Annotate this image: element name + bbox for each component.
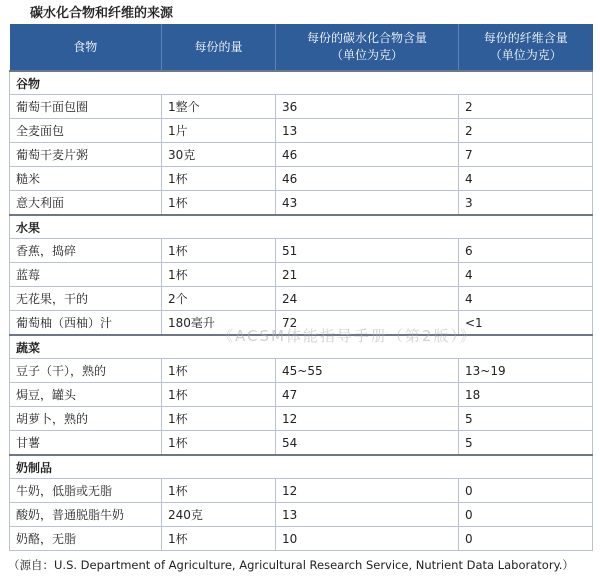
cell-serving: 180毫升 — [162, 311, 276, 336]
cell-serving: 1杯 — [162, 527, 276, 551]
cell-food: 葡萄柚（西柚）汁 — [10, 311, 162, 336]
cell-carbs: 43 — [276, 191, 459, 216]
table-row — [10, 359, 593, 383]
table-row — [10, 311, 593, 336]
cell-food: 焗豆，罐头 — [10, 383, 162, 407]
cell-fiber: 0 — [459, 527, 593, 551]
cell-serving: 1杯 — [162, 263, 276, 287]
cell-serving: 1杯 — [162, 431, 276, 456]
table-row — [10, 383, 593, 407]
cell-serving: 1杯 — [162, 191, 276, 216]
table-row — [10, 191, 593, 216]
cell-serving: 1片 — [162, 119, 276, 143]
cell-serving: 1杯 — [162, 407, 276, 431]
cell-food: 葡萄干面包圈 — [10, 95, 162, 119]
nutrition-table — [9, 24, 593, 551]
cell-food: 奶酪，无脂 — [10, 527, 162, 551]
cell-fiber: <1 — [459, 311, 593, 336]
table-row — [10, 239, 593, 263]
cell-serving: 1杯 — [162, 167, 276, 191]
cell-serving: 2个 — [162, 287, 276, 311]
cell-serving: 1杯 — [162, 359, 276, 383]
section-row — [10, 455, 593, 479]
header-fiber-line2: （单位为克） — [489, 48, 562, 62]
cell-fiber: 5 — [459, 431, 593, 456]
section-title: 谷物 — [10, 71, 593, 95]
table-row — [10, 407, 593, 431]
cell-fiber: 4 — [459, 263, 593, 287]
cell-fiber: 13~19 — [459, 359, 593, 383]
table-row — [10, 263, 593, 287]
cell-serving: 1杯 — [162, 479, 276, 503]
section-row — [10, 215, 593, 239]
cell-food: 胡萝卜，熟的 — [10, 407, 162, 431]
cell-food: 酸奶，普通脱脂牛奶 — [10, 503, 162, 527]
cell-carbs: 51 — [276, 239, 459, 263]
table-row — [10, 119, 593, 143]
cell-food: 豆子（干），熟的 — [10, 359, 162, 383]
cell-fiber: 4 — [459, 287, 593, 311]
page-title: 碳水化合物和纤维的来源 — [30, 6, 174, 21]
cell-carbs: 13 — [276, 119, 459, 143]
cell-carbs: 21 — [276, 263, 459, 287]
cell-carbs: 24 — [276, 287, 459, 311]
table-row — [10, 95, 593, 119]
section-row — [10, 71, 593, 95]
cell-fiber: 3 — [459, 191, 593, 216]
cell-food: 牛奶，低脂或无脂 — [10, 479, 162, 503]
cell-serving: 1杯 — [162, 239, 276, 263]
cell-carbs: 45~55 — [276, 359, 459, 383]
cell-fiber: 5 — [459, 407, 593, 431]
cell-serving: 1杯 — [162, 383, 276, 407]
cell-food: 香蕉，捣碎 — [10, 239, 162, 263]
table-row — [10, 503, 593, 527]
header-carbs — [276, 24, 459, 71]
cell-food: 全麦面包 — [10, 119, 162, 143]
watermark: 《ACSM体能指导手册（第2版）》 — [218, 327, 477, 345]
source-note: （源自：U.S. Department of Agriculture, Agricultural Research Service, Nutrient Data Laboratory.） — [8, 558, 574, 572]
cell-food: 意大利面 — [10, 191, 162, 216]
header-fiber-line1: 每份的纤维含量 — [483, 31, 568, 45]
header-serving: 每份的量 — [162, 24, 276, 71]
cell-fiber: 2 — [459, 119, 593, 143]
header-carbs-line2: （单位为克） — [330, 48, 403, 62]
cell-serving: 1整个 — [162, 95, 276, 119]
cell-fiber: 0 — [459, 503, 593, 527]
table-row — [10, 143, 593, 167]
cell-food: 无花果，干的 — [10, 287, 162, 311]
cell-carbs: 36 — [276, 95, 459, 119]
table-row — [10, 431, 593, 456]
table-row — [10, 527, 593, 551]
cell-serving: 240克 — [162, 503, 276, 527]
cell-fiber: 2 — [459, 95, 593, 119]
cell-carbs: 54 — [276, 431, 459, 456]
cell-carbs: 10 — [276, 527, 459, 551]
header-food: 食物 — [10, 24, 162, 71]
cell-food: 葡萄干麦片粥 — [10, 143, 162, 167]
cell-food: 糙米 — [10, 167, 162, 191]
cell-carbs: 12 — [276, 407, 459, 431]
cell-fiber: 4 — [459, 167, 593, 191]
cell-fiber: 0 — [459, 479, 593, 503]
cell-food: 甘薯 — [10, 431, 162, 456]
header-carbs-line1: 每份的碳水化合物含量 — [306, 31, 427, 45]
cell-fiber: 7 — [459, 143, 593, 167]
cell-carbs: 72 — [276, 311, 459, 336]
cell-carbs: 47 — [276, 383, 459, 407]
cell-carbs: 13 — [276, 503, 459, 527]
cell-fiber: 18 — [459, 383, 593, 407]
cell-fiber: 6 — [459, 239, 593, 263]
section-title: 奶制品 — [10, 455, 593, 479]
table-row — [10, 287, 593, 311]
section-row — [10, 335, 593, 359]
cell-carbs: 46 — [276, 143, 459, 167]
header-fiber — [459, 24, 593, 71]
table-row — [10, 479, 593, 503]
table-header — [10, 24, 593, 71]
cell-carbs: 12 — [276, 479, 459, 503]
cell-food: 蓝莓 — [10, 263, 162, 287]
section-title: 蔬菜 — [10, 335, 593, 359]
table-body — [10, 71, 593, 551]
table-row — [10, 167, 593, 191]
cell-carbs: 46 — [276, 167, 459, 191]
section-title: 水果 — [10, 215, 593, 239]
cell-serving: 30克 — [162, 143, 276, 167]
